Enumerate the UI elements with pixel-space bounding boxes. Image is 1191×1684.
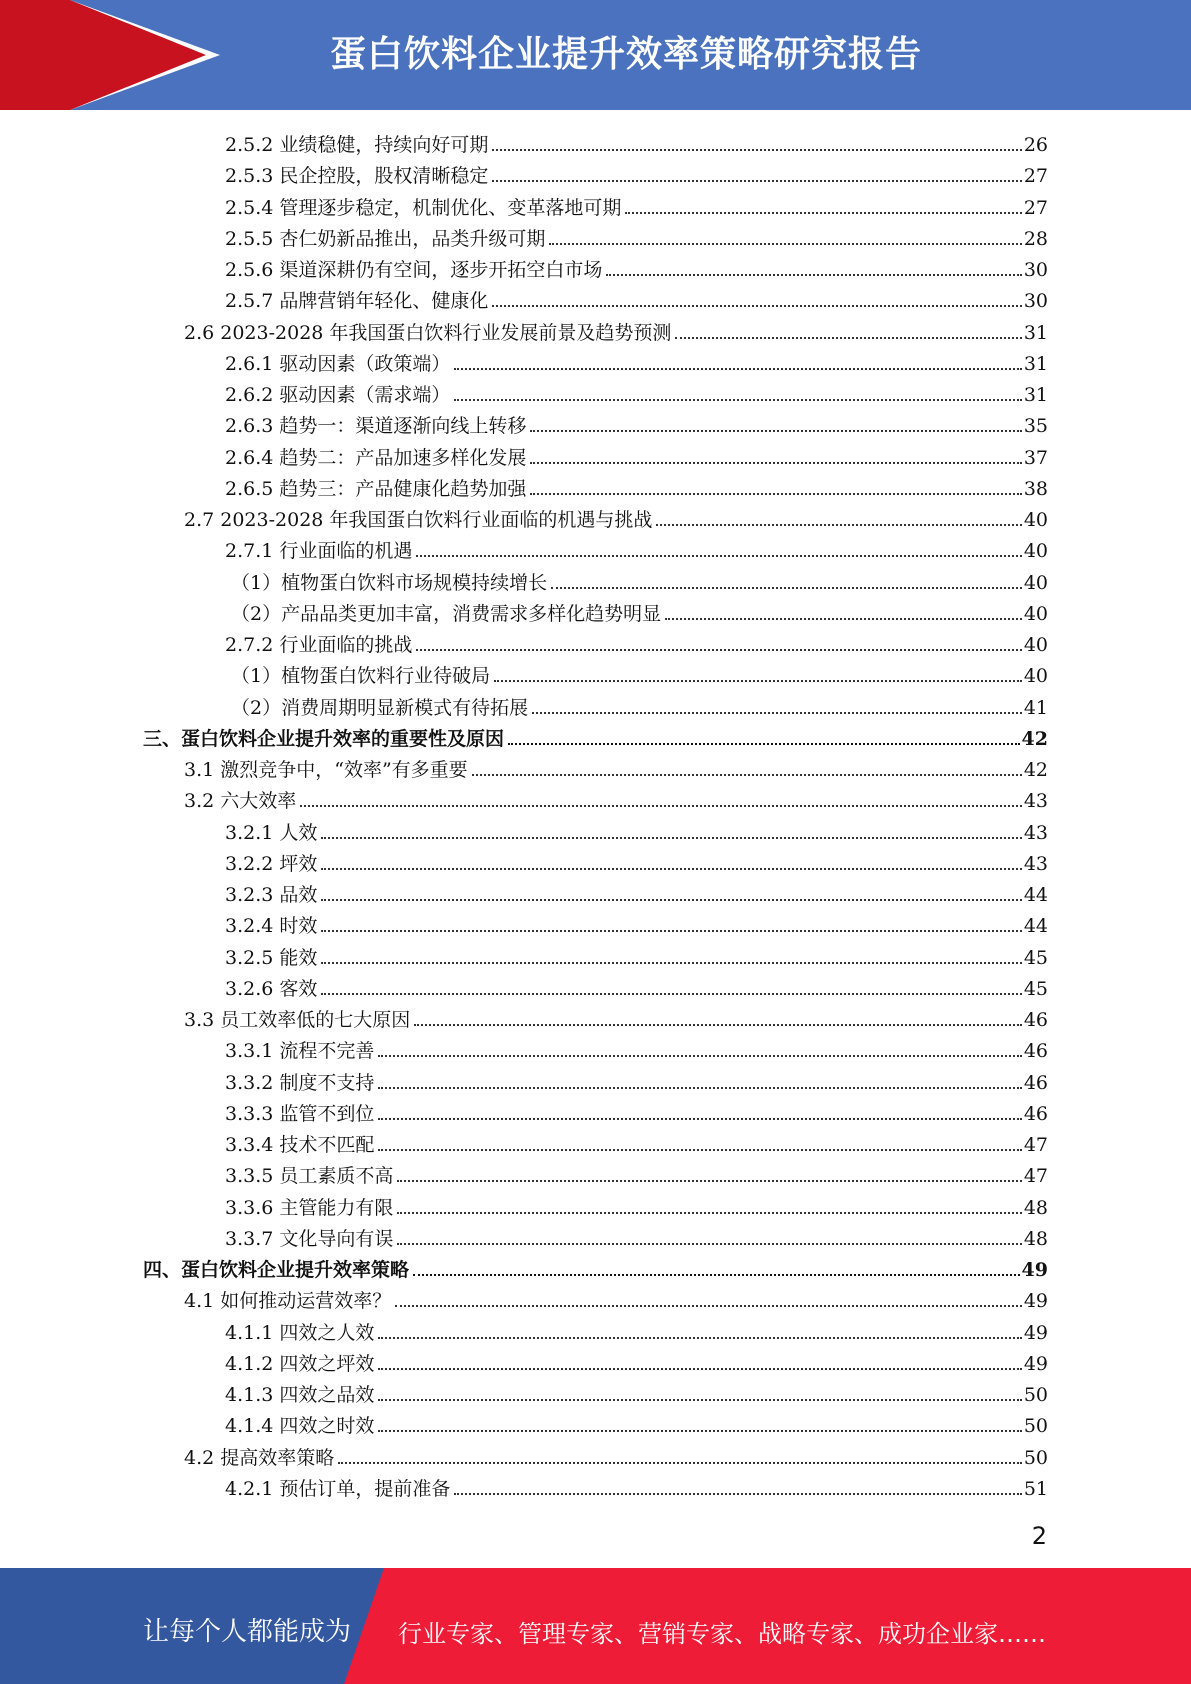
toc-entry[interactable]: [225, 376, 1048, 407]
toc-dot-leader: [321, 993, 1021, 995]
toc-entry-page: 26: [1023, 134, 1048, 156]
toc-entry-page: 44: [1023, 915, 1048, 938]
toc-entry-page: 49: [1021, 1259, 1048, 1281]
toc-entry-page: 50: [1023, 1384, 1048, 1406]
toc-dot-leader: [492, 149, 1021, 151]
toc-entry-page: 40: [1023, 634, 1048, 656]
toc-entry[interactable]: [225, 282, 1048, 313]
toc-entry-label: 4.2 提高效率策略: [184, 1446, 335, 1469]
toc-entry-label: 3.2.1 人效: [225, 821, 318, 844]
toc-dot-leader: [395, 1305, 1022, 1307]
toc-entry-label: 3.2.5 能效: [225, 946, 318, 969]
toc-dot-leader: [454, 368, 1021, 370]
toc-entry-label: 2.7.1 行业面临的机遇: [225, 540, 413, 563]
toc-entry-page: 50: [1023, 1446, 1048, 1469]
toc-entry-page: 40: [1023, 665, 1048, 688]
toc-entry-label: 3.1 激烈竞争中，“效率”有多重要: [184, 759, 468, 781]
toc-entry-label: 2.6.1 驱动因素（政策端）: [225, 352, 451, 375]
toc-entry-label: 2.6.2 驱动因素（需求端）: [225, 384, 451, 406]
toc-entry-label: 2.6.5 趋势三：产品健康化趋势加强: [225, 477, 527, 500]
toc-entry-label: 3.3 员工效率低的七大原因: [184, 1009, 411, 1031]
toc-entry-label: 3.3.4 技术不匹配: [225, 1134, 375, 1156]
toc-dot-leader: [413, 1274, 1020, 1276]
toc-entry-page: 41: [1023, 696, 1048, 719]
toc-entry-label: （1）植物蛋白饮料市场规模持续增长: [231, 571, 548, 594]
toc-entry-page: 46: [1023, 1040, 1048, 1063]
toc-dot-leader: [378, 1368, 1021, 1370]
toc-entry-page: 46: [1023, 1071, 1048, 1094]
toc-entry[interactable]: [184, 1439, 1048, 1470]
toc-entry[interactable]: [225, 407, 1048, 438]
toc-dot-leader: [378, 1399, 1021, 1401]
toc-entry[interactable]: [225, 876, 1048, 907]
toc-entry-page: 45: [1023, 977, 1048, 1000]
toc-dot-leader: [532, 712, 1022, 714]
toc-entry-label: 3.2.3 品效: [225, 884, 318, 906]
toc-dot-leader: [454, 1493, 1021, 1495]
toc-entry-page: 45: [1023, 946, 1048, 969]
toc-entry-page: 30: [1023, 290, 1048, 313]
footer-slogan-right: 行业专家、管理专家、营销专家、战略专家、成功企业家……: [398, 1620, 1046, 1648]
toc-entry-page: 47: [1023, 1134, 1048, 1156]
toc-entry-page: 42: [1023, 759, 1048, 781]
toc-entry-label: 三、蛋白饮料企业提升效率的重要性及原因: [143, 727, 505, 750]
toc-entry[interactable]: [143, 1251, 1048, 1282]
toc-dot-leader: [530, 462, 1021, 464]
toc-entry-page: 40: [1023, 509, 1048, 531]
toc-entry-page: 51: [1023, 1477, 1048, 1500]
toc-entry[interactable]: [225, 439, 1048, 470]
toc-entry-label: 2.5.4 管理逐步稳定，机制优化、变革落地可期: [225, 196, 622, 219]
toc-dot-leader: [416, 649, 1021, 651]
toc-dot-leader: [665, 618, 1022, 620]
toc-entry-label: 4.1.1 四效之人效: [225, 1321, 375, 1344]
header-arrow-icon: [70, 0, 206, 110]
toc-entry-label: 3.3.5 员工素质不高: [225, 1165, 394, 1188]
toc-entry-label: 4.1.3 四效之品效: [225, 1384, 375, 1406]
toc-dot-leader: [321, 930, 1021, 932]
toc-dot-leader: [378, 1430, 1021, 1432]
toc-dot-leader: [338, 1462, 1022, 1464]
toc-entry[interactable]: [225, 189, 1048, 220]
toc-dot-leader: [606, 274, 1021, 276]
toc-entry[interactable]: [225, 814, 1048, 845]
toc-entry[interactable]: [225, 1126, 1048, 1157]
toc-entry-page: 37: [1023, 446, 1048, 469]
toc-entry[interactable]: [225, 626, 1048, 657]
toc-dot-leader: [378, 1118, 1021, 1120]
toc-entry-page: 31: [1023, 352, 1048, 375]
toc-entry-label: 2.6 2023-2028 年我国蛋白饮料行业发展前景及趋势预测: [184, 321, 672, 344]
toc-dot-leader: [321, 962, 1021, 964]
toc-entry-page: 48: [1023, 1227, 1048, 1250]
toc-entry-label: （2）产品品类更加丰富，消费需求多样化趋势明显: [231, 602, 662, 625]
toc-dot-leader: [414, 1024, 1022, 1026]
toc-entry[interactable]: [184, 751, 1048, 782]
toc-dot-leader: [397, 1243, 1021, 1245]
toc-entry-label: 3.2.4 时效: [225, 915, 318, 938]
toc-entry[interactable]: [184, 501, 1048, 532]
toc-entry[interactable]: [225, 1470, 1048, 1501]
toc-entry-label: 2.5.3 民企控股，股权清晰稳定: [225, 165, 489, 188]
toc-entry-page: 47: [1023, 1165, 1048, 1188]
toc-entry-page: 49: [1023, 1321, 1048, 1344]
toc-entry[interactable]: [184, 1001, 1048, 1032]
toc-entry-label: 3.3.3 监管不到位: [225, 1102, 375, 1125]
toc-entry-label: 2.5.5 杏仁奶新品推出，品类升级可期: [225, 227, 546, 250]
toc-entry[interactable]: [184, 314, 1048, 345]
toc-dot-leader: [530, 493, 1021, 495]
toc-dot-leader: [378, 1337, 1021, 1339]
toc-entry-page: 46: [1023, 1009, 1048, 1031]
toc-entry-page: 42: [1021, 727, 1048, 750]
toc-entry[interactable]: [225, 1220, 1048, 1251]
toc-entry[interactable]: [225, 345, 1048, 376]
toc-entry-page: 43: [1023, 790, 1048, 813]
page-number: 2: [1031, 1522, 1047, 1550]
toc-entry[interactable]: [225, 970, 1048, 1001]
toc-entry-label: 4.1.4 四效之时效: [225, 1415, 375, 1438]
toc-entry[interactable]: [184, 782, 1048, 813]
toc-entry[interactable]: [231, 657, 1048, 688]
toc-entry-label: 4.1 如何推动运营效率？: [184, 1290, 392, 1313]
toc-entry[interactable]: [225, 1376, 1048, 1407]
toc-entry-label: 3.3.1 流程不完善: [225, 1040, 375, 1063]
toc-dot-leader: [472, 774, 1022, 776]
toc-dot-leader: [378, 1149, 1021, 1151]
toc-entry-label: （2）消费周期明显新模式有待拓展: [231, 696, 529, 719]
toc-entry-label: （1）植物蛋白饮料行业待破局: [231, 665, 491, 688]
toc-dot-leader: [416, 555, 1021, 557]
toc-entry-label: 4.2.1 预估订单，提前准备: [225, 1477, 451, 1500]
toc-entry-page: 40: [1023, 602, 1048, 625]
toc-dot-leader: [492, 180, 1021, 182]
toc-dot-leader: [321, 837, 1021, 839]
toc-entry[interactable]: [225, 126, 1048, 157]
toc-entry-label: 2.5.2 业绩稳健，持续向好可期: [225, 134, 489, 156]
page-header: [0, 0, 1191, 110]
toc-entry-label: 3.2.2 坪效: [225, 852, 318, 875]
toc-entry[interactable]: [143, 720, 1048, 751]
toc-entry-label: 3.2.6 客效: [225, 977, 318, 1000]
toc-entry[interactable]: [231, 564, 1048, 595]
toc-entry[interactable]: [225, 1407, 1048, 1438]
toc-entry-page: 49: [1023, 1290, 1048, 1313]
toc-entry-page: 48: [1023, 1196, 1048, 1219]
toc-dot-leader: [494, 680, 1022, 682]
toc-dot-leader: [551, 587, 1022, 589]
toc-entry[interactable]: [225, 1345, 1048, 1376]
toc-entry-label: 2.5.7 品牌营销年轻化、健康化: [225, 290, 489, 313]
toc-entry[interactable]: [225, 1064, 1048, 1095]
toc-entry[interactable]: [225, 1157, 1048, 1188]
toc-dot-leader: [675, 337, 1021, 339]
toc-dot-leader: [378, 1055, 1021, 1057]
page-footer: [0, 1568, 1191, 1684]
toc-entry-label: 2.6.4 趋势二：产品加速多样化发展: [225, 446, 527, 469]
toc-dot-leader: [397, 1180, 1021, 1182]
toc-entry-page: 31: [1023, 384, 1048, 406]
toc-entry-label: 2.7 2023-2028 年我国蛋白饮料行业面临的机遇与挑战: [184, 509, 653, 531]
toc-entry-label: 3.3.6 主管能力有限: [225, 1196, 394, 1219]
toc-entry[interactable]: [225, 1189, 1048, 1220]
toc-dot-leader: [397, 1212, 1021, 1214]
toc-entry-label: 2.5.6 渠道深耕仍有空间，逐步开拓空白市场: [225, 259, 603, 281]
toc-entry[interactable]: [225, 939, 1048, 970]
toc-entry[interactable]: [184, 1282, 1048, 1313]
toc-entry-label: 3.2 六大效率: [184, 790, 297, 813]
toc-entry-page: 28: [1023, 227, 1048, 250]
toc-dot-leader: [454, 399, 1021, 401]
toc-entry[interactable]: [225, 1314, 1048, 1345]
toc-entry-page: 43: [1023, 821, 1048, 844]
toc-entry-page: 44: [1023, 884, 1048, 906]
footer-slogan-left: 让每个人都能成为: [143, 1617, 352, 1647]
toc-dot-leader: [549, 243, 1021, 245]
toc-dot-leader: [300, 805, 1022, 807]
toc-entry-page: 46: [1023, 1102, 1048, 1125]
toc-dot-leader: [321, 899, 1021, 901]
toc-entry[interactable]: [225, 1095, 1048, 1126]
toc-dot-leader: [321, 868, 1021, 870]
toc-entry-page: 27: [1023, 196, 1048, 219]
toc-dot-leader: [508, 743, 1020, 745]
toc-entry[interactable]: [225, 1032, 1048, 1063]
toc-entry[interactable]: [225, 845, 1048, 876]
toc-dot-leader: [378, 1087, 1021, 1089]
toc-entry-label: 4.1.2 四效之坪效: [225, 1352, 375, 1375]
toc-entry[interactable]: [225, 157, 1048, 188]
toc-dot-leader: [656, 524, 1021, 526]
toc-entry[interactable]: [231, 595, 1048, 626]
toc-entry-page: 43: [1023, 852, 1048, 875]
toc-entry-page: 38: [1023, 477, 1048, 500]
toc-entry-page: 35: [1023, 415, 1048, 438]
toc-entry-page: 50: [1023, 1415, 1048, 1438]
toc-entry[interactable]: [225, 907, 1048, 938]
toc-entry-page: 49: [1023, 1352, 1048, 1375]
toc-entry[interactable]: [225, 251, 1048, 282]
toc-entry-page: 31: [1023, 321, 1048, 344]
report-title: 蛋白饮料企业提升效率策略研究报告: [330, 34, 923, 75]
toc-entry-page: 40: [1023, 571, 1048, 594]
toc-dot-leader: [530, 430, 1021, 432]
toc-entry-label: 3.3.7 文化导向有误: [225, 1227, 394, 1250]
toc-entry-page: 30: [1023, 259, 1048, 281]
toc-entry-label: 四、蛋白饮料企业提升效率策略: [143, 1259, 410, 1281]
toc-entry-page: 27: [1023, 165, 1048, 188]
toc-entry-page: 40: [1023, 540, 1048, 563]
toc-dot-leader: [625, 212, 1021, 214]
toc-entry[interactable]: [231, 689, 1048, 720]
toc-entry-label: 3.3.2 制度不支持: [225, 1071, 375, 1094]
toc-entry[interactable]: [225, 532, 1048, 563]
toc-entry-label: 2.6.3 趋势一：渠道逐渐向线上转移: [225, 415, 527, 438]
toc-entry[interactable]: [225, 470, 1048, 501]
toc-entry[interactable]: [225, 220, 1048, 251]
toc-entry-label: 2.7.2 行业面临的挑战: [225, 634, 413, 656]
toc-dot-leader: [492, 305, 1021, 307]
header-red-block: [0, 0, 70, 110]
